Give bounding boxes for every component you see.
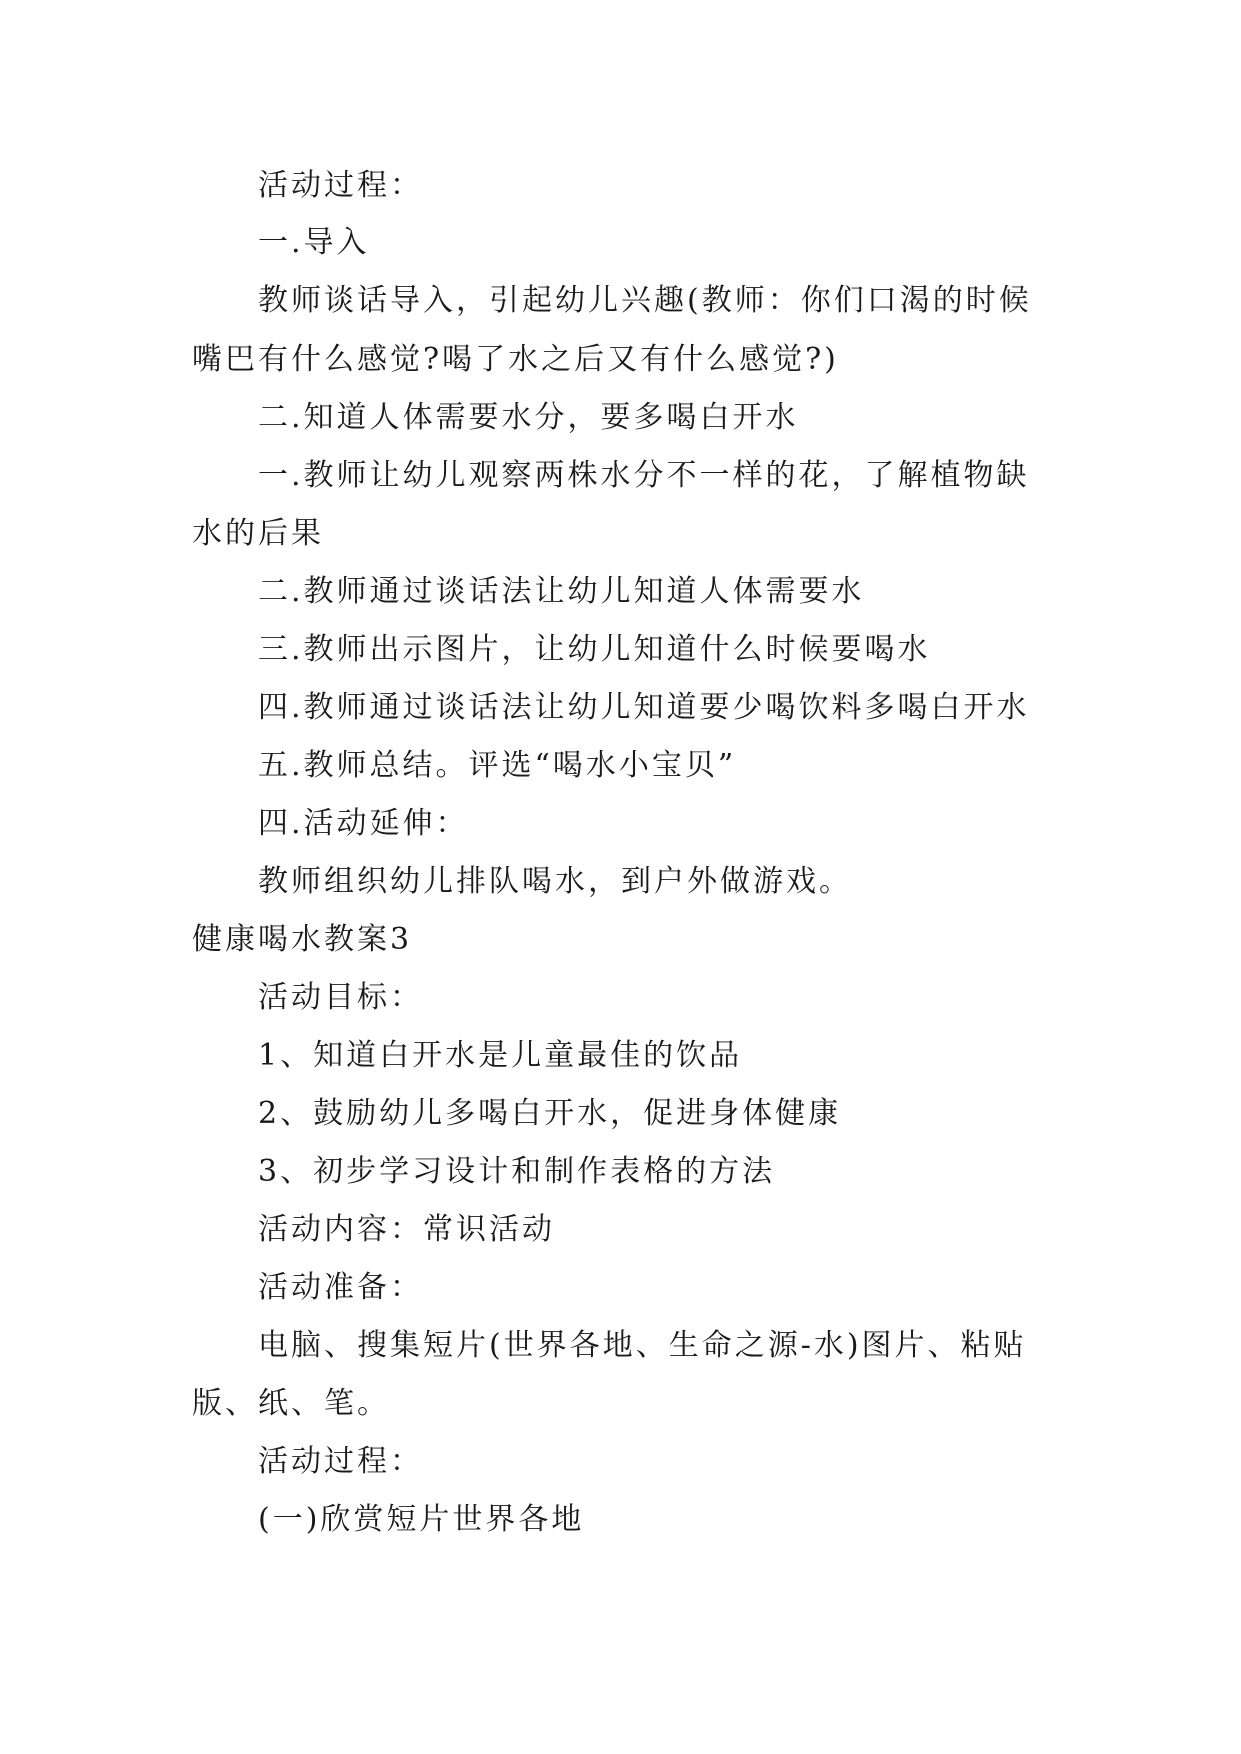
text-line: 2、鼓励幼儿多喝白开水，促进身体健康 — [258, 1096, 842, 1131]
text-line: (一)欣赏短片世界各地 — [258, 1502, 585, 1537]
text-line: 三.教师出示图片，让幼儿知道什么时候要喝水 — [258, 632, 931, 667]
text-line: 活动准备： — [258, 1270, 423, 1305]
text-line: 四.活动延伸： — [258, 806, 469, 841]
text-line: 五.教师总结。评选“喝水小宝贝” — [258, 748, 737, 783]
text-line: 嘴巴有什么感觉?喝了水之后又有什么感觉?) — [192, 342, 839, 377]
text-line: 1、知道白开水是儿童最佳的饮品 — [258, 1038, 743, 1073]
text-line: 一.导入 — [258, 225, 370, 260]
text-line: 二.知道人体需要水分，要多喝白开水 — [258, 400, 799, 435]
text-line: 水的后果 — [192, 516, 324, 551]
text-line: 版、纸、笔。 — [192, 1386, 390, 1421]
text-line: 二.教师通过谈话法让幼儿知道人体需要水 — [258, 574, 865, 609]
text-line: 活动目标： — [258, 980, 423, 1015]
text-line: 活动过程： — [258, 168, 423, 203]
section-heading: 健康喝水教案3 — [192, 922, 413, 957]
text-line: 3、初步学习设计和制作表格的方法 — [258, 1154, 776, 1189]
text-line: 教师组织幼儿排队喝水，到户外做游戏。 — [258, 864, 852, 899]
text-line: 四.教师通过谈话法让幼儿知道要少喝饮料多喝白开水 — [258, 690, 1030, 725]
text-line: 教师谈话导入，引起幼儿兴趣(教师：你们口渴的时候 — [258, 283, 1032, 318]
text-line: 一.教师让幼儿观察两株水分不一样的花，了解植物缺 — [258, 458, 1030, 493]
text-line: 电脑、搜集短片(世界各地、生命之源-水)图片、粘贴 — [258, 1328, 1027, 1363]
text-line: 活动内容：常识活动 — [258, 1212, 555, 1247]
text-line: 活动过程： — [258, 1444, 423, 1479]
